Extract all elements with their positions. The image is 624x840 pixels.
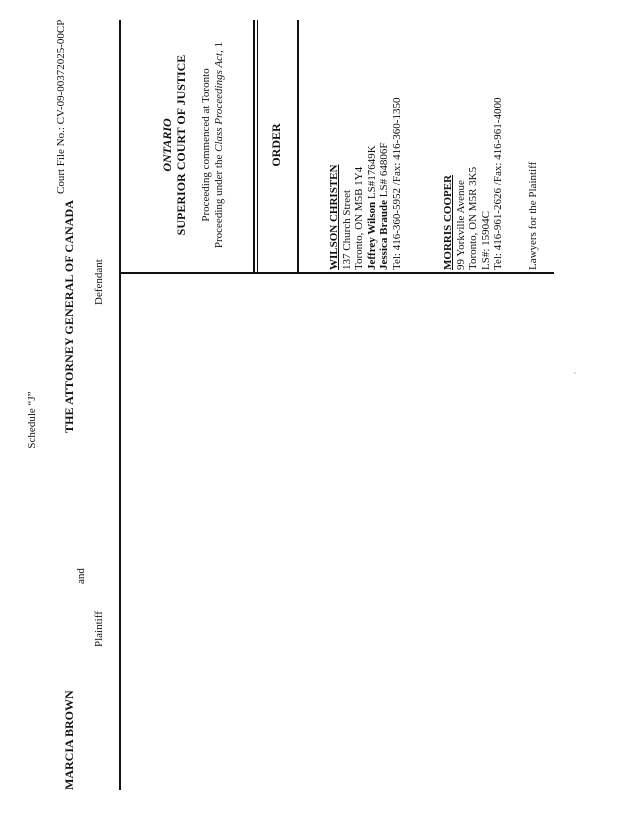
court-heading [160, 20, 226, 270]
lawyers-for-label: Lawyers for the Plaintiff [527, 161, 539, 270]
order-box-top-rule-1 [253, 20, 255, 274]
vertical-divider [119, 273, 554, 275]
court-name: SUPERIOR COURT OF JUSTICE [174, 54, 188, 236]
plaintiff-name: MARCIA BROWN [62, 690, 76, 790]
proceeding-statute: Proceeding under the Class Proceedings Act, 1 [213, 41, 225, 249]
defendant-name: THE ATTORNEY GENERAL OF CANADA [62, 199, 76, 433]
firm-address-line2: Toronto, ON M5R 3K5 [467, 166, 479, 270]
document-title: ORDER [269, 123, 283, 167]
firm-address-line1: 137 Church Street [340, 189, 353, 270]
firm-name: WILSON CHRISTEN [328, 164, 340, 270]
plaintiff-label: Plaintiff [93, 611, 105, 647]
order-box-top-rule-2 [257, 20, 258, 274]
firm-ls-number: LS#: 15904C [479, 211, 492, 270]
proceeding-location: Proceeding commenced at Toronto [200, 68, 212, 222]
defendant-label: Defendant [93, 259, 105, 305]
schedule-heading: Schedule “J” [26, 391, 38, 449]
order-box-bottom-rule [297, 20, 299, 274]
horizontal-rule-right [119, 20, 121, 274]
firm-block-wilson [328, 98, 403, 270]
firm-address-line2: Toronto, ON M5B 1Y4 [353, 166, 365, 270]
court-file-number: Court File No.: CV-09-00372025-00CP [55, 19, 67, 194]
firm-phone-fax: Tel: 416-360-5952 /Fax: 416-360-1350 [390, 97, 403, 270]
statute-name: Class Proceedings Act [213, 52, 225, 152]
lawyer-line-2: Jessica Braude LS# 64806F [378, 142, 390, 270]
horizontal-rule-left [119, 274, 121, 790]
firm-block-morris [442, 98, 505, 270]
lawyer-line-1: Jeffrey Wilson LS#17649K [365, 145, 378, 270]
firm-address-line1: 99 Yorkville Avenue [454, 180, 467, 270]
and-conjunction: and [75, 568, 87, 584]
firm-name: MORRIS COOPER [442, 174, 454, 270]
firm-phone-fax: Tel: 416-961-2626 /Fax: 416-961-4000 [492, 97, 504, 270]
scan-speck [574, 372, 576, 374]
province: ONTARIO [160, 118, 174, 172]
